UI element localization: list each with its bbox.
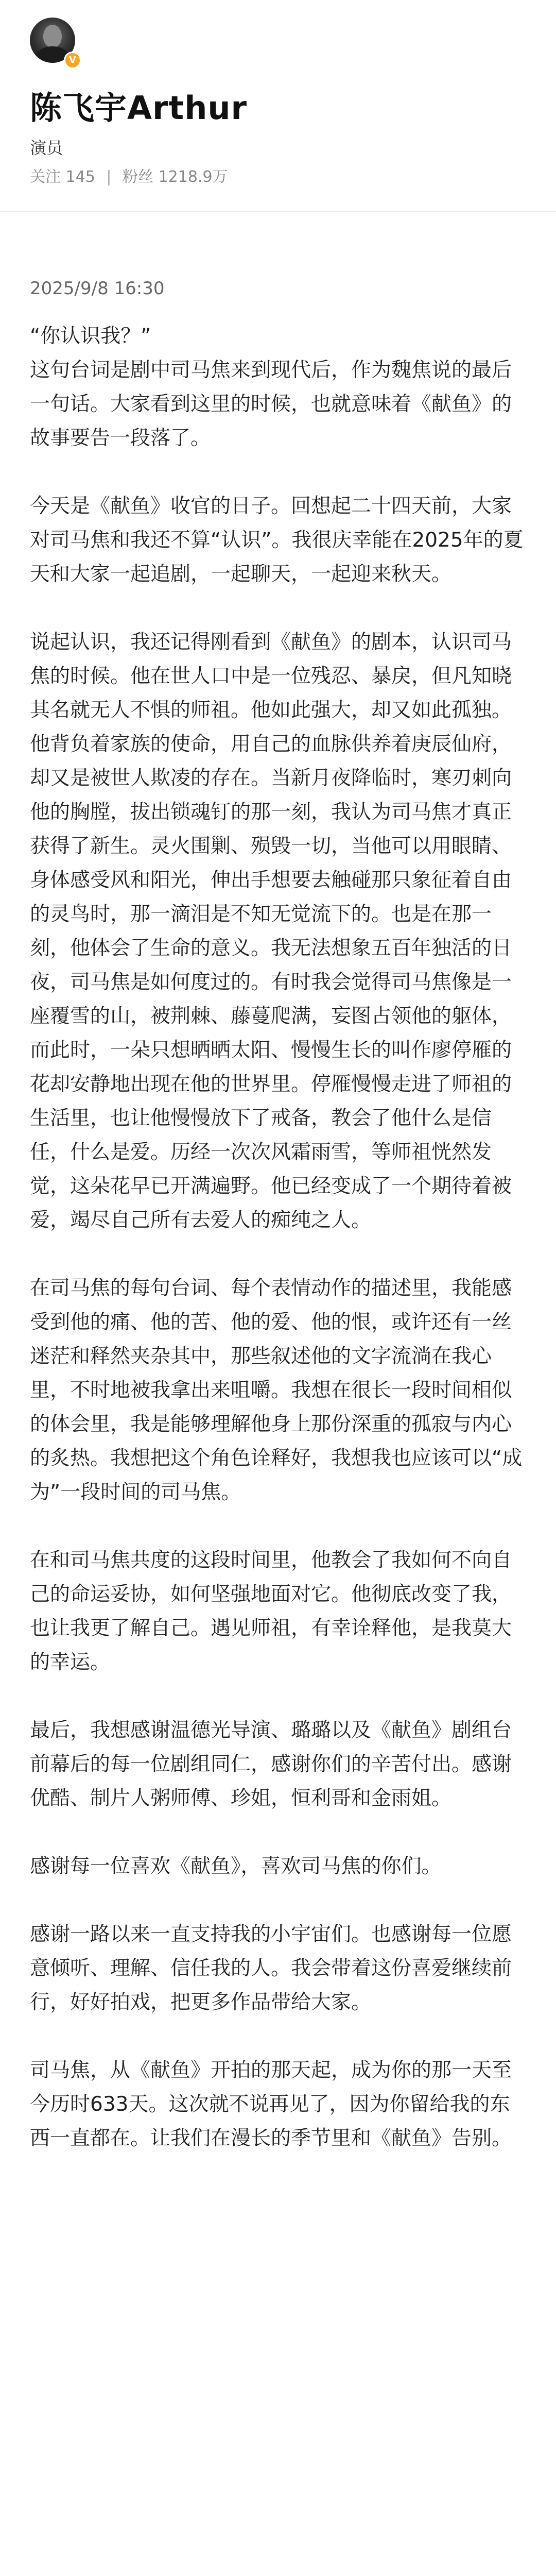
followers-label[interactable]: 粉丝 <box>123 168 154 186</box>
verified-badge-icon: V <box>64 52 81 69</box>
post-paragraph: 感谢每一位喜欢《献鱼》，喜欢司马焦的你们。 <box>30 1855 442 1878</box>
profile-role: 演员 <box>30 138 63 158</box>
header-divider <box>0 211 556 212</box>
profile-name[interactable]: 陈飞宇Arthur <box>30 89 248 127</box>
post-paragraph: “你认识我？” 这句台词是剧中司马焦来到现代后，作为魏焦说的最后一句话。大家看到这里的时候，也就意味着《献鱼》的故事要告一段落了。 <box>30 325 512 450</box>
post-paragraph: 最后，我想感谢温德光导演、璐璐以及《献鱼》剧组台前幕后的每一位剧组同仁，感谢你们的辛苦付出。感谢优酷、制片人粥师傅、珍姐，恒利哥和金雨姐。 <box>30 1719 512 1810</box>
post-content <box>30 319 527 2156</box>
post-paragraph: 在司马焦的每句台词、每个表情动作的描述里，我能感受到他的痛、他的苦、他的爱、他的恨，或许还有一丝迷茫和释然夹杂其中，那些叙述他的文字流淌在我心里，不时地被我拿出来咀嚼。我想在很长一段时间相似的体会里，我是能够理解他身上那份深重的孤寂与内心的炙热。我想把这个角色诠释好，我想我也应该可以“成为”一段时间的司马焦。 <box>30 1277 523 1504</box>
post-paragraph: 司马焦，从《献鱼》开拍的那天起，成为你的那一天至今历时633天。这次就不说再见了，因为你留给我的东西一直都在。让我们在漫长的季节里和《献鱼》告别。 <box>30 2059 512 2150</box>
profile-stats <box>30 164 228 187</box>
post-paragraph: 在和司马焦共度的这段时间里，他教会了我如何不向自己的命运妥协，如何坚强地面对它。他彻底改变了我，也让我更了解自己。遇见师祖，有幸诠释他，是我莫大的幸运。 <box>30 1549 512 1674</box>
following-label[interactable]: 关注 <box>30 168 61 186</box>
post-paragraph: 今天是《献鱼》收官的日子。回想起二十四天前，大家对司马焦和我还不算“认识”。我很庆幸能在2025年的夏天和大家一起追剧，一起聊天，一起迎来秋天。 <box>30 495 524 586</box>
post-timestamp: 2025/9/8 16:30 <box>30 278 165 299</box>
post-paragraph: 说起认识，我还记得刚看到《献鱼》的剧本，认识司马焦的时候。他在世人口中是一位残忍、暴戾，但凡知晓其名就无人不惧的师祖。他如此强大，却又如此孤独。他背负着家族的使命，用自己的血脉供养着庚辰仙府，却又是被世人欺凌的存在。当新月夜降临时，寒刃刺向他的胸膛，拔出锁魂钉的那一刻，我认为司马焦才真正获得了新生。灵火围剿、殒毁一切，当他可以用眼睛、身体感受风和阳光，伸出手想要去触碰那只象征着自由的灵鸟时，那一滴泪是不知无觉流下的。也是在那一刻，他体会了生命的意义。我无法想象五百年独活的日夜，司马焦是如何度过的。有时我会觉得司马焦像是一座覆雪的山，被荆棘、藤蔓爬满，妄图占领他的躯体，而此时，一朵只想晒晒太阳、慢慢生长的叫作廖停雁的花却安静地出现在他的世界里。停雁慢慢走进了师祖的生活里，也让他慢慢放下了戒备，教会了他什么是信任，什么是爱。历经一次次风霜雨雪，等师祖恍然发觉，这朵花早已开满遍野。他已经变成了一个期待着被爱，竭尽自己所有去爱人的痴纯之人。 <box>30 631 512 1232</box>
following-count[interactable]: 145 <box>65 168 95 186</box>
profile-header <box>0 0 556 211</box>
post-paragraph: 感谢一路以来一直支持我的小宇宙们。也感谢每一位愿意倾听、理解、信任我的人。我会带着这份喜爱继续前行，好好拍戏，把更多作品带给大家。 <box>30 1923 512 2014</box>
stats-separator: | <box>106 168 112 186</box>
followers-count[interactable]: 1218.9万 <box>158 168 228 186</box>
avatar-face <box>43 25 62 47</box>
